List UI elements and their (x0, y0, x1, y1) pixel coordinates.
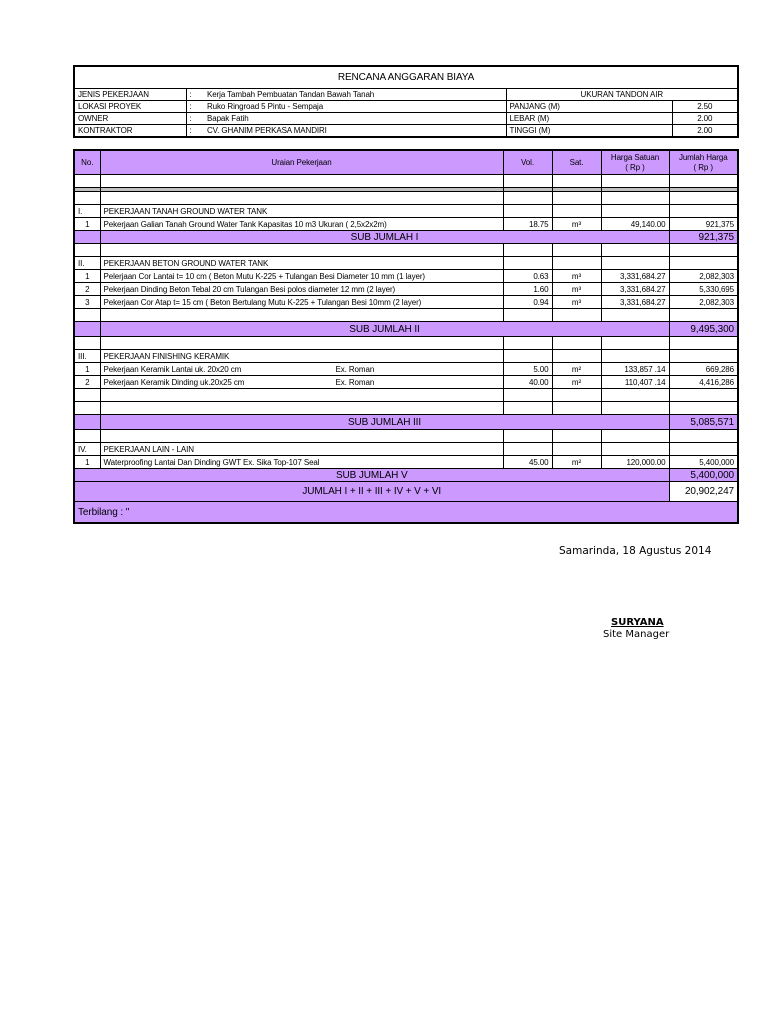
item-uraian: Pekerjaan Cor Atap t= 15 cm ( Beton Bertulang Mutu K-225 + Tulangan Besi 10mm (2 layer) (100, 296, 503, 309)
item-sat: m³ (552, 218, 601, 231)
blank-row (74, 192, 738, 205)
dim-label-lebar: LEBAR (M) (506, 113, 672, 125)
item-uraian-text: Pekerjaan Keramik Lantai uk. 20x20 cm (103, 364, 242, 374)
subtotal-label: SUB JUMLAH III (100, 415, 669, 430)
item-vol: 1.60 (503, 283, 552, 296)
item-uraian: Pekerjaan Dinding Beton Tebal 20 cm Tulangan Besi polos diameter 12 mm (2 layer) (100, 283, 503, 296)
col-header-vol: Vol. (503, 150, 552, 175)
item-row (74, 270, 738, 283)
colon: : (186, 125, 204, 138)
item-jumlah: 5,400,000 (669, 456, 738, 469)
signer-role: Site Manager (603, 629, 670, 640)
colon: : (186, 89, 204, 101)
subtotal-label: SUB JUMLAH V (74, 469, 669, 482)
item-jumlah: 5,330,695 (669, 283, 738, 296)
item-no: 2 (74, 283, 100, 296)
label-lokasi-proyek: LOKASI PROYEK (74, 101, 186, 113)
item-no: 1 (74, 456, 100, 469)
blank-row (74, 402, 738, 415)
item-uraian (100, 363, 503, 376)
item-vol: 0.63 (503, 270, 552, 283)
col-header-sat: Sat. (552, 150, 601, 175)
item-no: 1 (74, 270, 100, 283)
dim-value-tinggi: 2.00 (672, 125, 738, 138)
item-harga: 49,140.00 (601, 218, 669, 231)
dim-label-tinggi: TINGGI (M) (506, 125, 672, 138)
jumlah-harga-unit: ( Rp ) (693, 162, 713, 172)
place-date: Samarinda, 18 Agustus 2014 (559, 545, 712, 557)
label-kontraktor: KONTRAKTOR (74, 125, 186, 138)
item-vol: 5.00 (503, 363, 552, 376)
jumlah-harga-label: Jumlah Harga (678, 152, 728, 162)
blank-row (74, 244, 738, 257)
label-owner: OWNER (74, 113, 186, 125)
item-row (74, 456, 738, 469)
col-header-harga-satuan (601, 150, 669, 175)
item-jumlah: 2,082,303 (669, 270, 738, 283)
item-no: 1 (74, 363, 100, 376)
blank-row (74, 175, 738, 188)
subtotal-value: 5,400,000 (669, 469, 738, 482)
colon: : (186, 101, 204, 113)
item-uraian: Waterproofing Lantai Dan Dinding GWT Ex. Sika Top-107 Seal (100, 456, 503, 469)
harga-satuan-label: Harga Satuan (610, 152, 660, 162)
item-vol: 45.00 (503, 456, 552, 469)
item-harga: 3,331,684.27 (601, 283, 669, 296)
item-vol: 0.94 (503, 296, 552, 309)
table-header-row (74, 150, 738, 175)
item-sat: m² (552, 376, 601, 389)
blank-row (74, 337, 738, 350)
terbilang-text: Terbilang : " (74, 502, 738, 524)
item-uraian-text: Pekerjaan Keramik Dinding uk.20x25 cm (103, 377, 245, 387)
dim-label-panjang: PANJANG (M) (506, 101, 672, 113)
col-header-uraian: Uraian Pekerjaan (100, 150, 503, 175)
item-harga: 3,331,684.27 (601, 296, 669, 309)
item-harga: 120,000.00 (601, 456, 669, 469)
value-kontraktor: CV. GHANIM PERKASA MANDIRI (204, 125, 506, 138)
section-number: I. (74, 205, 100, 218)
item-uraian (100, 376, 503, 389)
dim-value-lebar: 2.00 (672, 113, 738, 125)
section-title: PEKERJAAN TANAH GROUND WATER TANK (100, 205, 503, 218)
value-lokasi-proyek: Ruko Ringroad 5 Pintu - Sempaja (204, 101, 506, 113)
section-title: PEKERJAAN FINISHING KERAMIK (100, 350, 503, 363)
col-header-no: No. (74, 150, 100, 175)
section-row (74, 443, 738, 456)
section-row (74, 350, 738, 363)
item-harga: 133,857 .14 (601, 363, 669, 376)
subtotal-row (74, 469, 738, 482)
item-no: 1 (74, 218, 100, 231)
item-jumlah: 669,286 (669, 363, 738, 376)
subtotal-value: 5,085,571 (669, 415, 738, 430)
item-brand-note: Ex. Roman (335, 364, 375, 374)
value-jenis-pekerjaan: Kerja Tambah Pembuatan Tandan Bawah Tanah (204, 89, 506, 101)
item-uraian: Pekerjaan Galian Tanah Ground Water Tank Kapasitas 10 m3 Ukuran ( 2,5x2x2m) (100, 218, 503, 231)
item-sat: m² (552, 363, 601, 376)
section-title: PEKERJAAN LAIN - LAIN (100, 443, 503, 456)
item-sat: m³ (552, 283, 601, 296)
section-row (74, 257, 738, 270)
item-vol: 40.00 (503, 376, 552, 389)
rab-sheet (73, 65, 737, 524)
colon: : (186, 113, 204, 125)
item-harga: 3,331,684.27 (601, 270, 669, 283)
item-harga: 110,407 .14 (601, 376, 669, 389)
item-jumlah: 921,375 (669, 218, 738, 231)
section-title: PEKERJAAN BETON GROUND WATER TANK (100, 257, 503, 270)
signer-name: SURYANA (611, 617, 664, 628)
cost-table (73, 149, 739, 524)
item-jumlah: 4,416,286 (669, 376, 738, 389)
item-jumlah: 2,082,303 (669, 296, 738, 309)
grand-total-value: 20,902,247 (669, 482, 738, 502)
item-row (74, 218, 738, 231)
blank-row (74, 309, 738, 322)
item-sat: m³ (552, 296, 601, 309)
item-row (74, 283, 738, 296)
subtotal-value: 921,375 (669, 231, 738, 244)
section-number: IV. (74, 443, 100, 456)
item-brand-note: Ex. Roman (335, 377, 375, 387)
item-row (74, 376, 738, 389)
grand-total-label: JUMLAH I + II + III + IV + V + VI (74, 482, 669, 502)
subtotal-row (74, 415, 738, 430)
blank-row (74, 389, 738, 402)
subtotal-row (74, 322, 738, 337)
blank-row (74, 430, 738, 443)
item-row (74, 363, 738, 376)
subtotal-label: SUB JUMLAH I (100, 231, 669, 244)
harga-satuan-unit: ( Rp ) (625, 162, 645, 172)
terbilang-row (74, 502, 738, 524)
item-sat: m³ (552, 270, 601, 283)
item-no: 3 (74, 296, 100, 309)
document-title: RENCANA ANGGARAN BIAYA (74, 66, 738, 89)
col-header-jumlah-harga (669, 150, 738, 175)
size-section-title: UKURAN TANDON AIR (506, 89, 738, 101)
item-row (74, 296, 738, 309)
item-vol: 18.75 (503, 218, 552, 231)
section-number: III. (74, 350, 100, 363)
value-owner: Bapak Fatih (204, 113, 506, 125)
grand-total-row (74, 482, 738, 502)
subtotal-value: 9,495,300 (669, 322, 738, 337)
subtotal-row (74, 231, 738, 244)
dim-value-panjang: 2.50 (672, 101, 738, 113)
item-no: 2 (74, 376, 100, 389)
section-number: II. (74, 257, 100, 270)
project-header-table (73, 65, 739, 138)
section-row (74, 205, 738, 218)
item-sat: m² (552, 456, 601, 469)
label-jenis-pekerjaan: JENIS PEKERJAAN (74, 89, 186, 101)
subtotal-label: SUB JUMLAH II (100, 322, 669, 337)
item-uraian: Pelerjaan Cor Lantai t= 10 cm ( Beton Mutu K-225 + Tulangan Besi Diameter 10 mm (1 layer) (100, 270, 503, 283)
